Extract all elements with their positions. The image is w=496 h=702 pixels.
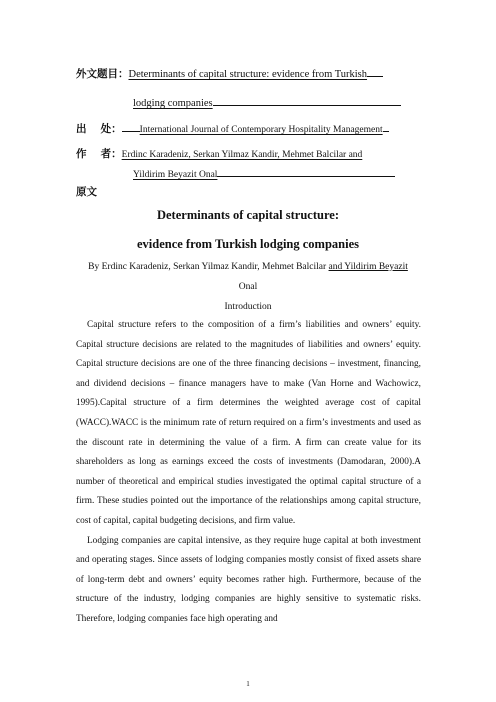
article-title-line2: evidence from Turkish lodging companies <box>136 237 360 251</box>
title-row <box>76 66 383 81</box>
author-row-continued <box>133 166 395 180</box>
title-fill-line-2 <box>213 95 401 106</box>
title-row-continued <box>133 95 401 109</box>
author-line2: Yildirim Beyazit Onal <box>133 170 218 180</box>
byline-line2: Onal <box>238 282 258 292</box>
article-body <box>76 316 421 630</box>
original-text-label: 原文 <box>76 186 97 198</box>
author-line1: Erdinc Karadeniz, Serkan Yilmaz Kandir, Mehmet Balcilar and <box>121 150 363 160</box>
byline-authors: By Erdinc Karadeniz, Serkan Yilmaz Kandir, Mehmet Balcilar <box>88 262 329 272</box>
title-label: 外文题目： <box>76 68 129 80</box>
paragraph: Lodging companies are capital intensive, as they require huge capital at both investment and operating stages. Since assets of lodging companies mostly consist of fixed assets share of long-term debt and owners’ equity becomes rather high. Furthermore, because of the structure of the industry, lodging companies are highly sensitive to systematic risks. Therefore, lodging companies face high operating and <box>76 535 421 624</box>
foreign-title-line1: Determinants of capital structure: evidence from Turkish <box>128 69 368 80</box>
byline-authors-underlined: and Yildirim Beyazit <box>328 262 408 272</box>
title-fill-line <box>367 66 383 77</box>
source-value: International Journal of Contemporary Hospitality Management <box>139 125 383 135</box>
byline <box>0 262 496 272</box>
source-fill-line-right <box>383 121 389 132</box>
source-fill-line-left <box>122 121 140 132</box>
author-row <box>76 146 362 161</box>
source-row <box>76 121 389 136</box>
foreign-title-line2: lodging companies <box>133 98 213 109</box>
article-title-line1: Determinants of capital structure: <box>156 208 340 222</box>
section-heading: Introduction <box>224 302 272 312</box>
source-label: 出 处： <box>76 123 122 135</box>
paragraph: Capital structure refers to the composition of a firm’s liabilities and owners’ equity. Capital structure decisions are related to the magnitudes of liabilities and owners’ equity. Capital structure decisions are one of the three financing decisions – investment, financing, and dividend decisions – finance managers have to make (Van Horne and Wachowicz, 1995).Capital structure of a firm determines the weighted average cost of capital (WACC).WACC is the minimum rate of return required on a firm’s investments and used as the discount rate in determining the value of a firm. A firm can create value for its shareholders as long as earnings exceed the costs of investments (Damodaran, 2000).A number of theoretical and empirical studies investigated the optimal capital structure of a firm. These studies pointed out the importance of the relationships among capital structure, cost of capital, capital budgeting decisions, and firm value. <box>76 320 421 526</box>
page-number: 1 <box>246 680 250 688</box>
author-fill-line <box>217 166 395 177</box>
author-label: 作 者： <box>76 148 122 160</box>
